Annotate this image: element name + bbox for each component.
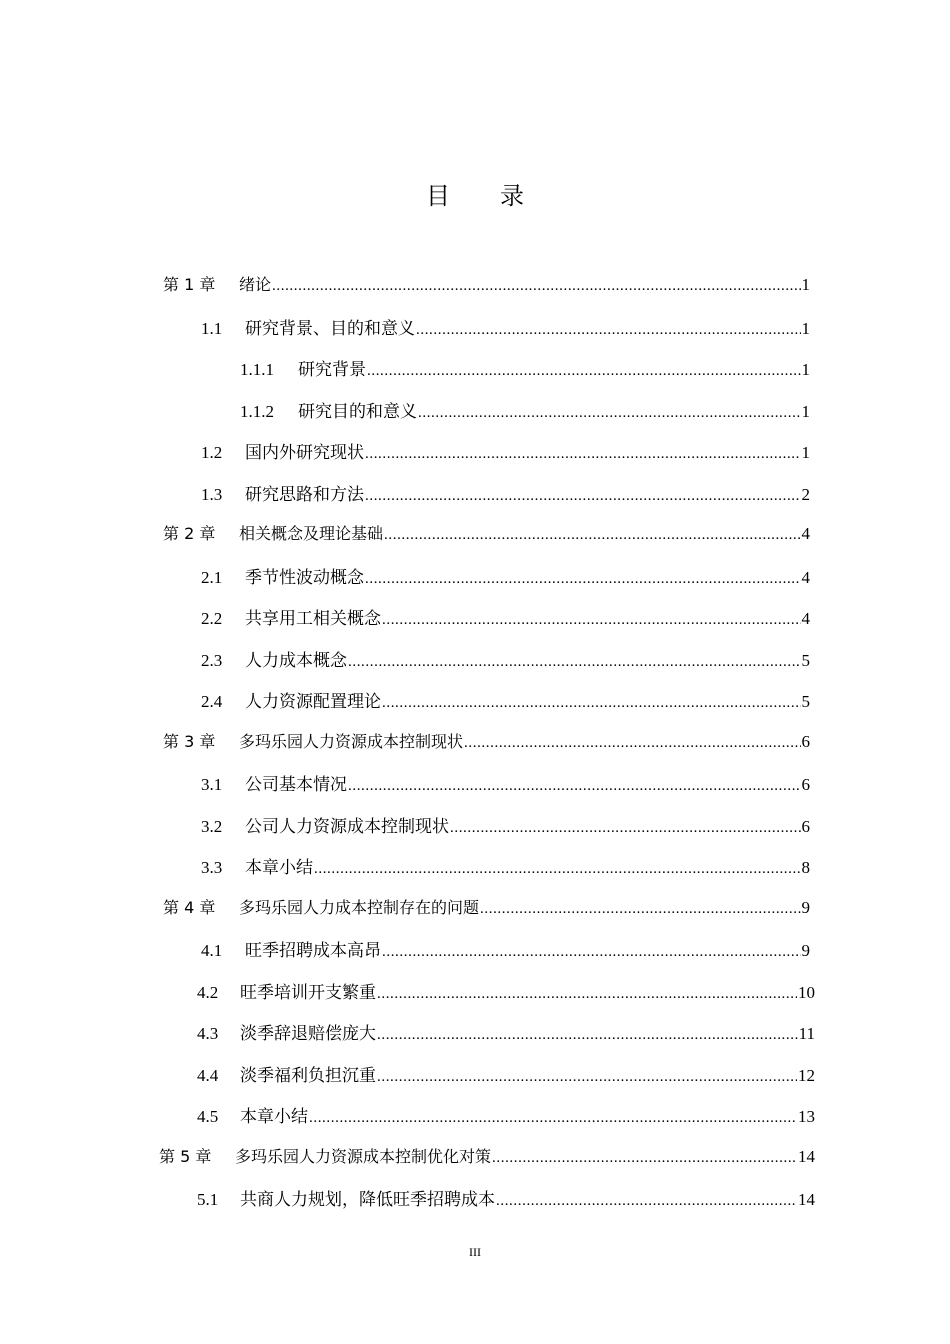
toc-entry-number: 4.4 xyxy=(197,1065,219,1085)
toc-entry-page: 6 xyxy=(801,816,810,836)
toc-entry-label: 研究背景 xyxy=(298,360,366,379)
toc-section-entry[interactable] xyxy=(240,355,810,385)
toc-entry-page: 4 xyxy=(801,609,810,628)
toc-chapter-entry[interactable] xyxy=(163,272,810,302)
toc-entry-page: 5 xyxy=(801,650,810,670)
toc-entry-page: 8 xyxy=(801,858,810,877)
toc-section-entry[interactable] xyxy=(201,438,810,468)
toc-entry-number: 第 3 章 xyxy=(163,731,216,751)
toc-dot-leader xyxy=(382,692,801,712)
toc-entry-label: 多玛乐园人力资源成本控制现状 xyxy=(239,731,464,751)
toc-entry-page: 10 xyxy=(798,982,815,1002)
toc-entry-label: 本章小结 xyxy=(240,1107,308,1126)
toc-dot-leader xyxy=(377,983,797,1003)
toc-entry-number: 第 2 章 xyxy=(163,524,216,543)
toc-title-char-1: 目 xyxy=(426,182,450,210)
toc-dot-leader xyxy=(416,319,801,339)
toc-dot-leader xyxy=(450,817,801,837)
toc-chapter-entry[interactable] xyxy=(159,1144,815,1174)
toc-dot-leader xyxy=(365,443,801,463)
toc-entry-label: 研究目的和意义 xyxy=(298,401,417,421)
toc-entry-label: 绪论 xyxy=(239,275,272,294)
toc-section-entry[interactable] xyxy=(201,314,810,344)
toc-dot-leader xyxy=(377,1024,798,1044)
toc-entry-label: 研究背景、目的和意义 xyxy=(245,318,415,338)
toc-dot-leader xyxy=(377,1066,797,1086)
toc-section-entry[interactable] xyxy=(201,480,810,510)
toc-section-entry[interactable] xyxy=(201,687,810,717)
toc-entry-page: 9 xyxy=(801,941,810,960)
toc-entry-page: 1 xyxy=(801,443,810,462)
toc-entry-page: 2 xyxy=(801,484,810,504)
toc-dot-leader xyxy=(492,1147,797,1167)
toc-entry-page: 4 xyxy=(801,524,810,543)
toc-entry-label: 共享用工相关概念 xyxy=(245,609,381,628)
toc-entry-label: 公司人力资源成本控制现状 xyxy=(245,816,449,836)
toc-entry-number: 1.1.2 xyxy=(240,401,274,421)
toc-entry-label: 多玛乐园人力成本控制存在的问题 xyxy=(239,897,480,917)
toc-entry-label: 多玛乐园人力资源成本控制优化对策 xyxy=(235,1146,492,1166)
toc-entry-number: 3.3 xyxy=(201,858,223,877)
toc-entry-number: 1.1.1 xyxy=(240,360,274,379)
toc-entry-page: 6 xyxy=(801,775,810,794)
toc-dot-leader xyxy=(418,402,801,422)
toc-chapter-entry[interactable] xyxy=(163,895,810,925)
toc-entry-label: 淡季福利负担沉重 xyxy=(240,1065,376,1085)
toc-dot-leader xyxy=(365,485,801,505)
toc-entry-label: 淡季辞退赔偿庞大 xyxy=(240,1024,376,1043)
toc-dot-leader xyxy=(464,732,800,752)
toc-entry-number: 第 5 章 xyxy=(159,1146,212,1166)
toc-section-entry[interactable] xyxy=(197,1019,815,1049)
toc-entry-label: 人力资源配置理论 xyxy=(245,692,381,711)
toc-section-entry[interactable] xyxy=(197,1185,815,1215)
toc-chapter-entry[interactable] xyxy=(163,729,810,759)
toc-entry-label: 人力成本概念 xyxy=(245,650,347,670)
toc-dot-leader xyxy=(382,941,801,961)
toc-entry-number: 1.2 xyxy=(201,443,223,462)
toc-section-entry[interactable] xyxy=(197,978,815,1008)
toc-dot-leader xyxy=(365,568,801,588)
toc-chapter-entry[interactable] xyxy=(163,521,810,551)
toc-entry-page: 13 xyxy=(798,1107,815,1126)
toc-section-entry[interactable] xyxy=(197,1102,815,1132)
toc-section-entry[interactable] xyxy=(201,563,810,593)
toc-entry-number: 第 1 章 xyxy=(163,275,216,294)
toc-section-entry[interactable] xyxy=(201,646,810,676)
toc-entry-number: 4.1 xyxy=(201,941,223,960)
toc-entry-page: 11 xyxy=(798,1024,815,1043)
toc-section-entry[interactable] xyxy=(240,397,810,427)
toc-entry-page: 1 xyxy=(801,401,810,421)
toc-dot-leader xyxy=(348,775,801,795)
toc-entry-number: 1.1 xyxy=(201,318,223,338)
toc-entry-number: 2.4 xyxy=(201,692,223,711)
toc-section-entry[interactable] xyxy=(201,604,810,634)
toc-entry-page: 9 xyxy=(801,897,810,917)
toc-entry-label: 季节性波动概念 xyxy=(245,567,364,587)
toc-entry-page: 5 xyxy=(801,692,810,711)
toc-entry-page: 12 xyxy=(798,1065,815,1085)
toc-section-entry[interactable] xyxy=(201,770,810,800)
toc-dot-leader xyxy=(382,609,801,629)
toc-dot-leader xyxy=(309,1107,797,1127)
toc-entry-page: 4 xyxy=(801,567,810,587)
toc-entry-label: 公司基本情况 xyxy=(245,775,347,794)
toc-dot-leader xyxy=(496,1190,797,1210)
toc-entry-page: 1 xyxy=(801,318,810,338)
toc-entry-page: 1 xyxy=(801,360,810,379)
toc-entry-number: 2.2 xyxy=(201,609,223,628)
toc-entry-label: 相关概念及理论基础 xyxy=(239,524,384,543)
toc-title xyxy=(0,176,950,211)
toc-entry-number: 4.2 xyxy=(197,982,219,1002)
toc-entry-page: 14 xyxy=(798,1190,815,1209)
toc-dot-leader xyxy=(314,858,801,878)
toc-entry-number: 3.2 xyxy=(201,816,223,836)
toc-section-entry[interactable] xyxy=(201,812,810,842)
toc-section-entry[interactable] xyxy=(201,853,810,883)
toc-entry-number: 4.3 xyxy=(197,1024,219,1043)
toc-dot-leader xyxy=(367,360,801,380)
toc-title-char-2: 录 xyxy=(500,182,524,210)
toc-entry-number: 2.1 xyxy=(201,567,223,587)
toc-dot-leader xyxy=(272,275,800,295)
toc-entry-label: 本章小结 xyxy=(245,858,313,877)
toc-entry-label: 旺季培训开支繁重 xyxy=(240,982,376,1002)
toc-entry-number: 1.3 xyxy=(201,484,223,504)
toc-entry-page: 6 xyxy=(801,731,810,751)
toc-entry-page: 1 xyxy=(801,275,810,294)
toc-entry-label: 旺季招聘成本高昂 xyxy=(245,941,381,960)
toc-entry-number: 3.1 xyxy=(201,775,223,794)
toc-entry-label: 国内外研究现状 xyxy=(245,443,364,462)
toc-dot-leader xyxy=(348,651,801,671)
toc-entry-number: 2.3 xyxy=(201,650,223,670)
toc-entry-label: 研究思路和方法 xyxy=(245,484,364,504)
toc-entry-page: 14 xyxy=(798,1146,815,1166)
toc-entry-number: 4.5 xyxy=(197,1107,219,1126)
toc-dot-leader xyxy=(480,898,800,918)
toc-entry-label: 共商人力规划，降低旺季招聘成本 xyxy=(240,1190,495,1209)
toc-entry-number: 5.1 xyxy=(197,1190,219,1209)
toc-section-entry[interactable] xyxy=(197,1061,815,1091)
toc-entry-number: 第 4 章 xyxy=(163,897,216,917)
toc-dot-leader xyxy=(384,524,800,544)
toc-section-entry[interactable] xyxy=(201,936,810,966)
page-number: III xyxy=(469,1245,481,1259)
